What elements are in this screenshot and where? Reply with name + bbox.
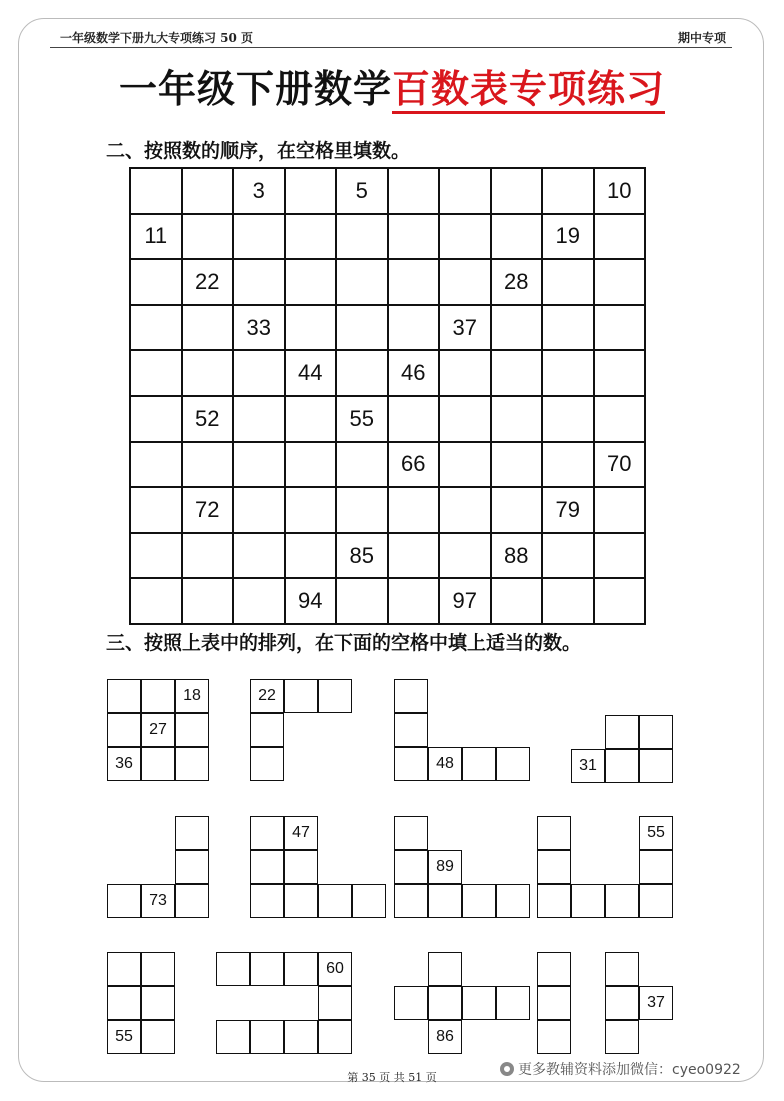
grid-cell[interactable]: 19 [542, 214, 594, 260]
grid-cell[interactable] [182, 533, 234, 579]
grid-cell[interactable] [491, 214, 543, 260]
puzzle-cell[interactable]: 37 [639, 986, 673, 1020]
puzzle-cell[interactable] [394, 713, 428, 747]
puzzle-cell[interactable] [428, 884, 462, 918]
grid-cell[interactable] [388, 305, 440, 351]
grid-cell[interactable] [542, 396, 594, 442]
puzzle-cell[interactable] [496, 884, 530, 918]
watermark [500, 1059, 741, 1079]
grid-cell[interactable] [182, 350, 234, 396]
grid-cell[interactable] [594, 259, 646, 305]
grid-cell[interactable] [130, 533, 182, 579]
puzzle-cell[interactable] [250, 850, 284, 884]
grid-cell[interactable] [594, 305, 646, 351]
puzzle-cell[interactable] [107, 679, 141, 713]
puzzle-cell[interactable] [605, 952, 639, 986]
grid-cell[interactable] [542, 305, 594, 351]
grid-cell[interactable] [182, 578, 234, 624]
puzzle-cell[interactable]: 86 [428, 1020, 462, 1054]
grid-cell[interactable] [233, 259, 285, 305]
grid-row [130, 533, 645, 579]
puzzle-cell[interactable] [537, 986, 571, 1020]
puzzle-cell[interactable]: 27 [141, 713, 175, 747]
header-rule [50, 47, 732, 48]
grid-cell[interactable] [594, 578, 646, 624]
puzzle-cell[interactable] [141, 1020, 175, 1054]
puzzle-cell[interactable] [216, 1020, 250, 1054]
grid-cell[interactable] [388, 533, 440, 579]
page-title [0, 58, 784, 113]
grid-cell[interactable] [439, 214, 491, 260]
grid-row [130, 350, 645, 396]
grid-cell[interactable] [233, 578, 285, 624]
puzzle-cell[interactable]: 60 [318, 952, 352, 986]
grid-cell[interactable] [594, 214, 646, 260]
puzzle-cell[interactable] [318, 1020, 352, 1054]
puzzle-cell[interactable] [107, 986, 141, 1020]
grid-row [130, 214, 645, 260]
puzzle-cell[interactable] [462, 747, 496, 781]
puzzle-cell[interactable] [175, 747, 209, 781]
puzzle-cell[interactable] [639, 715, 673, 749]
puzzle-cell[interactable] [175, 713, 209, 747]
puzzle-cell[interactable] [284, 884, 318, 918]
puzzle-cell[interactable] [175, 884, 209, 918]
puzzle-cell[interactable] [175, 850, 209, 884]
puzzle-cell[interactable] [639, 850, 673, 884]
puzzle-cell[interactable] [639, 749, 673, 783]
grid-row [130, 487, 645, 533]
grid-cell[interactable] [594, 533, 646, 579]
header-right: 期中专项 [677, 31, 726, 45]
puzzle-cell[interactable] [537, 850, 571, 884]
grid-cell[interactable] [182, 168, 234, 214]
grid-cell[interactable] [491, 168, 543, 214]
puzzle-cell[interactable] [250, 884, 284, 918]
grid-cell[interactable] [491, 442, 543, 488]
grid-cell[interactable]: 52 [182, 396, 234, 442]
puzzle-cell[interactable] [216, 952, 250, 986]
puzzle-cell[interactable] [605, 715, 639, 749]
grid-cell[interactable] [130, 259, 182, 305]
grid-cell[interactable] [233, 442, 285, 488]
puzzle-cell[interactable] [141, 679, 175, 713]
grid-cell[interactable] [439, 259, 491, 305]
puzzle-cell[interactable] [250, 713, 284, 747]
grid-cell[interactable] [439, 396, 491, 442]
grid-cell[interactable] [594, 350, 646, 396]
puzzle-cell[interactable] [107, 884, 141, 918]
grid-cell[interactable] [388, 214, 440, 260]
puzzle-cell[interactable] [107, 952, 141, 986]
grid-cell[interactable] [439, 487, 491, 533]
grid-cell[interactable] [285, 487, 337, 533]
section3-heading: 三、按照上表中的排列，在下面的空格中填上适当的数。 [106, 632, 582, 654]
grid-cell[interactable] [542, 578, 594, 624]
puzzle-cell[interactable] [107, 713, 141, 747]
grid-cell[interactable] [491, 350, 543, 396]
hundred-grid [129, 167, 646, 625]
grid-cell[interactable] [491, 305, 543, 351]
grid-cell[interactable] [388, 259, 440, 305]
grid-cell[interactable] [285, 396, 337, 442]
title-red: 百数表专项练习 [392, 66, 665, 114]
grid-cell[interactable] [130, 487, 182, 533]
puzzle-cell[interactable] [496, 986, 530, 1020]
puzzle-cell[interactable] [394, 850, 428, 884]
grid-cell[interactable] [542, 350, 594, 396]
grid-cell[interactable] [285, 214, 337, 260]
grid-cell[interactable] [491, 487, 543, 533]
puzzle-cell[interactable]: 55 [107, 1020, 141, 1054]
grid-cell[interactable] [182, 214, 234, 260]
grid-cell[interactable] [285, 305, 337, 351]
grid-cell[interactable]: 37 [439, 305, 491, 351]
grid-cell[interactable] [388, 487, 440, 533]
grid-row [130, 442, 645, 488]
puzzle-cell[interactable] [250, 747, 284, 781]
puzzle-cell[interactable]: 48 [428, 747, 462, 781]
puzzle-cell[interactable] [605, 884, 639, 918]
puzzle-cell[interactable] [462, 986, 496, 1020]
grid-cell[interactable]: 55 [336, 396, 388, 442]
puzzle-cell[interactable] [605, 986, 639, 1020]
grid-cell[interactable]: 88 [491, 533, 543, 579]
puzzle-cell[interactable] [462, 884, 496, 918]
grid-cell[interactable]: 70 [594, 442, 646, 488]
puzzle-cell[interactable] [141, 747, 175, 781]
grid-cell[interactable] [388, 396, 440, 442]
grid-cell[interactable] [542, 259, 594, 305]
puzzle-cell[interactable] [141, 986, 175, 1020]
puzzle-cell[interactable] [250, 816, 284, 850]
grid-cell[interactable] [542, 533, 594, 579]
puzzle-cell[interactable]: 89 [428, 850, 462, 884]
grid-cell[interactable] [439, 168, 491, 214]
grid-cell[interactable] [233, 350, 285, 396]
grid-row [130, 259, 645, 305]
puzzle-cell[interactable] [537, 884, 571, 918]
grid-cell[interactable] [439, 442, 491, 488]
grid-cell[interactable] [285, 168, 337, 214]
puzzle-cell[interactable]: 47 [284, 816, 318, 850]
header-left: 一年级数学下册九大专项练习 50 页 [60, 31, 254, 45]
puzzle-cell[interactable] [394, 816, 428, 850]
grid-cell[interactable] [130, 578, 182, 624]
grid-cell[interactable]: 28 [491, 259, 543, 305]
grid-cell[interactable]: 11 [130, 214, 182, 260]
puzzle-cell[interactable] [571, 884, 605, 918]
grid-cell[interactable]: 72 [182, 487, 234, 533]
grid-cell[interactable] [285, 259, 337, 305]
puzzle-cell[interactable] [394, 986, 428, 1020]
puzzle-cell[interactable] [428, 986, 462, 1020]
puzzle-cell[interactable] [605, 749, 639, 783]
puzzle-cell[interactable] [394, 884, 428, 918]
grid-cell[interactable] [233, 214, 285, 260]
grid-cell[interactable] [182, 305, 234, 351]
grid-cell[interactable] [285, 533, 337, 579]
grid-cell[interactable] [336, 259, 388, 305]
puzzle-cell[interactable]: 22 [250, 679, 284, 713]
grid-cell[interactable] [130, 396, 182, 442]
puzzle-cell[interactable] [639, 884, 673, 918]
grid-cell[interactable] [130, 350, 182, 396]
grid-cell[interactable]: 85 [336, 533, 388, 579]
wechat-icon [500, 1062, 514, 1076]
grid-cell[interactable] [130, 305, 182, 351]
puzzle-cell[interactable] [496, 747, 530, 781]
grid-cell[interactable] [182, 442, 234, 488]
grid-cell[interactable] [542, 168, 594, 214]
grid-row [130, 168, 645, 214]
puzzle-cell[interactable] [537, 952, 571, 986]
grid-cell[interactable] [542, 442, 594, 488]
grid-row [130, 578, 645, 624]
puzzle-cell[interactable] [352, 884, 386, 918]
grid-cell[interactable]: 33 [233, 305, 285, 351]
grid-cell[interactable] [336, 214, 388, 260]
grid-cell[interactable]: 79 [542, 487, 594, 533]
grid-cell[interactable] [491, 396, 543, 442]
watermark-text: 更多教辅资料添加微信：cyeo0922 [518, 1062, 741, 1078]
grid-cell[interactable]: 22 [182, 259, 234, 305]
puzzle-cell[interactable] [284, 850, 318, 884]
grid-cell[interactable]: 10 [594, 168, 646, 214]
puzzle-cell[interactable] [250, 952, 284, 986]
puzzle-cell[interactable] [318, 679, 352, 713]
grid-cell[interactable]: 3 [233, 168, 285, 214]
grid-cell[interactable] [336, 442, 388, 488]
puzzle-cell[interactable] [318, 986, 352, 1020]
grid-cell[interactable] [336, 350, 388, 396]
grid-cell[interactable]: 94 [285, 578, 337, 624]
puzzle-cell[interactable]: 55 [639, 816, 673, 850]
grid-cell[interactable]: 97 [439, 578, 491, 624]
puzzle-cell[interactable] [428, 952, 462, 986]
grid-cell[interactable] [285, 442, 337, 488]
puzzle-cell[interactable] [284, 952, 318, 986]
grid-cell[interactable] [594, 396, 646, 442]
puzzle-cell[interactable] [284, 1020, 318, 1054]
grid-cell[interactable] [233, 396, 285, 442]
puzzle-cell[interactable]: 36 [107, 747, 141, 781]
puzzle-cell[interactable]: 31 [571, 749, 605, 783]
grid-cell[interactable]: 66 [388, 442, 440, 488]
grid-cell[interactable]: 44 [285, 350, 337, 396]
puzzle-cell[interactable] [141, 952, 175, 986]
grid-cell[interactable] [130, 168, 182, 214]
grid-cell[interactable] [388, 578, 440, 624]
grid-cell[interactable] [336, 305, 388, 351]
puzzle-cell[interactable] [250, 1020, 284, 1054]
grid-cell[interactable]: 46 [388, 350, 440, 396]
puzzle-cell[interactable] [537, 816, 571, 850]
page-number: 第 35 页 共 51 页 [347, 1071, 437, 1084]
grid-cell[interactable] [336, 487, 388, 533]
grid-cell[interactable] [130, 442, 182, 488]
puzzle-cell[interactable] [318, 884, 352, 918]
grid-cell[interactable] [594, 487, 646, 533]
puzzle-cell[interactable] [537, 1020, 571, 1054]
grid-cell[interactable] [439, 350, 491, 396]
grid-row [130, 305, 645, 351]
grid-cell[interactable] [491, 578, 543, 624]
grid-cell[interactable] [233, 487, 285, 533]
grid-cell[interactable] [388, 168, 440, 214]
puzzle-cell[interactable] [605, 1020, 639, 1054]
section2-heading: 二、按照数的顺序，在空格里填数。 [106, 140, 411, 162]
puzzle-cell[interactable]: 18 [175, 679, 209, 713]
grid-cell[interactable] [233, 533, 285, 579]
grid-cell[interactable] [336, 578, 388, 624]
grid-row [130, 396, 645, 442]
puzzle-cell[interactable] [394, 747, 428, 781]
puzzle-cell[interactable]: 73 [141, 884, 175, 918]
grid-cell[interactable] [439, 533, 491, 579]
grid-cell[interactable]: 5 [336, 168, 388, 214]
puzzle-cell[interactable] [394, 679, 428, 713]
title-black: 一年级下册数学 [118, 66, 392, 111]
puzzle-cell[interactable] [175, 816, 209, 850]
puzzle-cell[interactable] [284, 679, 318, 713]
